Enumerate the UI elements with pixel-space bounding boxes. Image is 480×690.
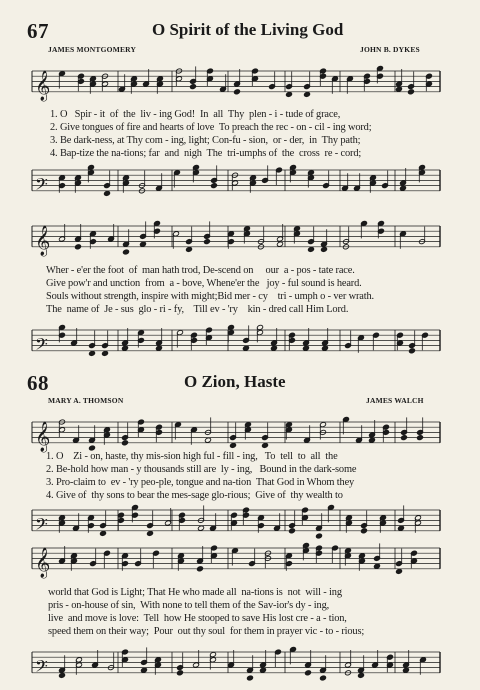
- hymn-author: JAMES MONTGOMERY: [48, 45, 137, 54]
- svg-text:𝄞: 𝄞: [35, 547, 51, 578]
- verse-line: 2. Be-hold how man - y thousands still are ly - ing, Bound in the dark-some: [46, 464, 357, 475]
- svg-text:𝄢: 𝄢: [35, 513, 48, 538]
- hymn-composer: JAMES WALCH: [366, 396, 424, 405]
- music-staff-bass: [0, 162, 480, 202]
- verse-line: The name of Je - sus glo - ri - fy, Till ev - 'ry kin - dred call Him Lord.: [46, 304, 349, 315]
- hymn-number: 68: [27, 371, 49, 395]
- svg-text:𝄞: 𝄞: [35, 225, 51, 256]
- verse-line: Give pow'r and unction from a - bove, Whene'er the joy - ful sound is heard.: [46, 278, 362, 289]
- music-staff-treble: [0, 540, 480, 580]
- verse-line: pris - on-house of sin, With none to tell them of the Sav-ior's dy - ing,: [48, 600, 330, 611]
- verse-line: Souls without strength, inspire with might;Bid mer - cy tri - umph o - ver wrath.: [46, 291, 374, 302]
- music-staff-treble: [0, 218, 480, 258]
- svg-text:𝄢: 𝄢: [35, 173, 48, 198]
- verse-line: 1. O Spir - it of the liv - ing God! In all Thy plen - i - tude of grace,: [50, 109, 341, 120]
- verse-block: [46, 450, 356, 502]
- music-staff-treble: [0, 63, 480, 103]
- hymn-number: 67: [27, 19, 49, 43]
- verse-line: speed them on their way; Pour out thy soul for them in prayer vic - to - rious;: [48, 626, 365, 637]
- music-staff-bass: [0, 644, 480, 684]
- svg-text:𝄞: 𝄞: [35, 70, 51, 101]
- verse-line: 3. Be dark-ness, at Thy com - ing, light; Con-fu - sion, or - der, in Thy path;: [50, 135, 361, 146]
- verse-line: 2. Give tongues of fire and hearts of love To preach the rec - on - cil - ing word;: [50, 122, 372, 133]
- music-staff-bass: [0, 502, 480, 542]
- verse-line: 1. O Zi - on, haste, thy mis-sion high ful - fill - ing, To tell to all the: [46, 451, 338, 462]
- verse-block: [50, 108, 371, 160]
- music-staff-bass: [0, 322, 480, 362]
- music-staff-treble: [0, 414, 480, 454]
- verse-block: [48, 586, 364, 638]
- hymn-title: O Zion, Haste: [184, 372, 286, 391]
- verse-line: 4. Bap-tize the na-tions; far and nigh The tri-umphs of the cross re - cord;: [50, 148, 362, 159]
- hymn-title: O Spirit of the Living God: [152, 20, 344, 39]
- verse-line: world that God is Light; That He who made all na-tions is not will - ing: [48, 587, 342, 598]
- svg-text:𝄞: 𝄞: [35, 421, 51, 452]
- svg-text:𝄢: 𝄢: [35, 333, 48, 358]
- svg-text:𝄢: 𝄢: [35, 655, 48, 680]
- verse-line: 4. Give of thy sons to bear the mes-sage glo-rious; Give of thy wealth to: [46, 490, 343, 501]
- hymn-composer: JOHN B. DYKES: [360, 45, 420, 54]
- verse-line: live and move is love: Tell how He stooped to save His lost cre - a - tion,: [48, 613, 347, 624]
- verse-block: [46, 264, 374, 316]
- verse-line: 3. Pro-claim to ev - 'ry peo-ple, tongue and na-tion That God in Whom they: [46, 477, 355, 488]
- hymn-author: MARY A. THOMSON: [48, 396, 124, 405]
- verse-line: Wher - e'er the foot of man hath trod, De-scend on our a - pos - tate race.: [46, 265, 355, 276]
